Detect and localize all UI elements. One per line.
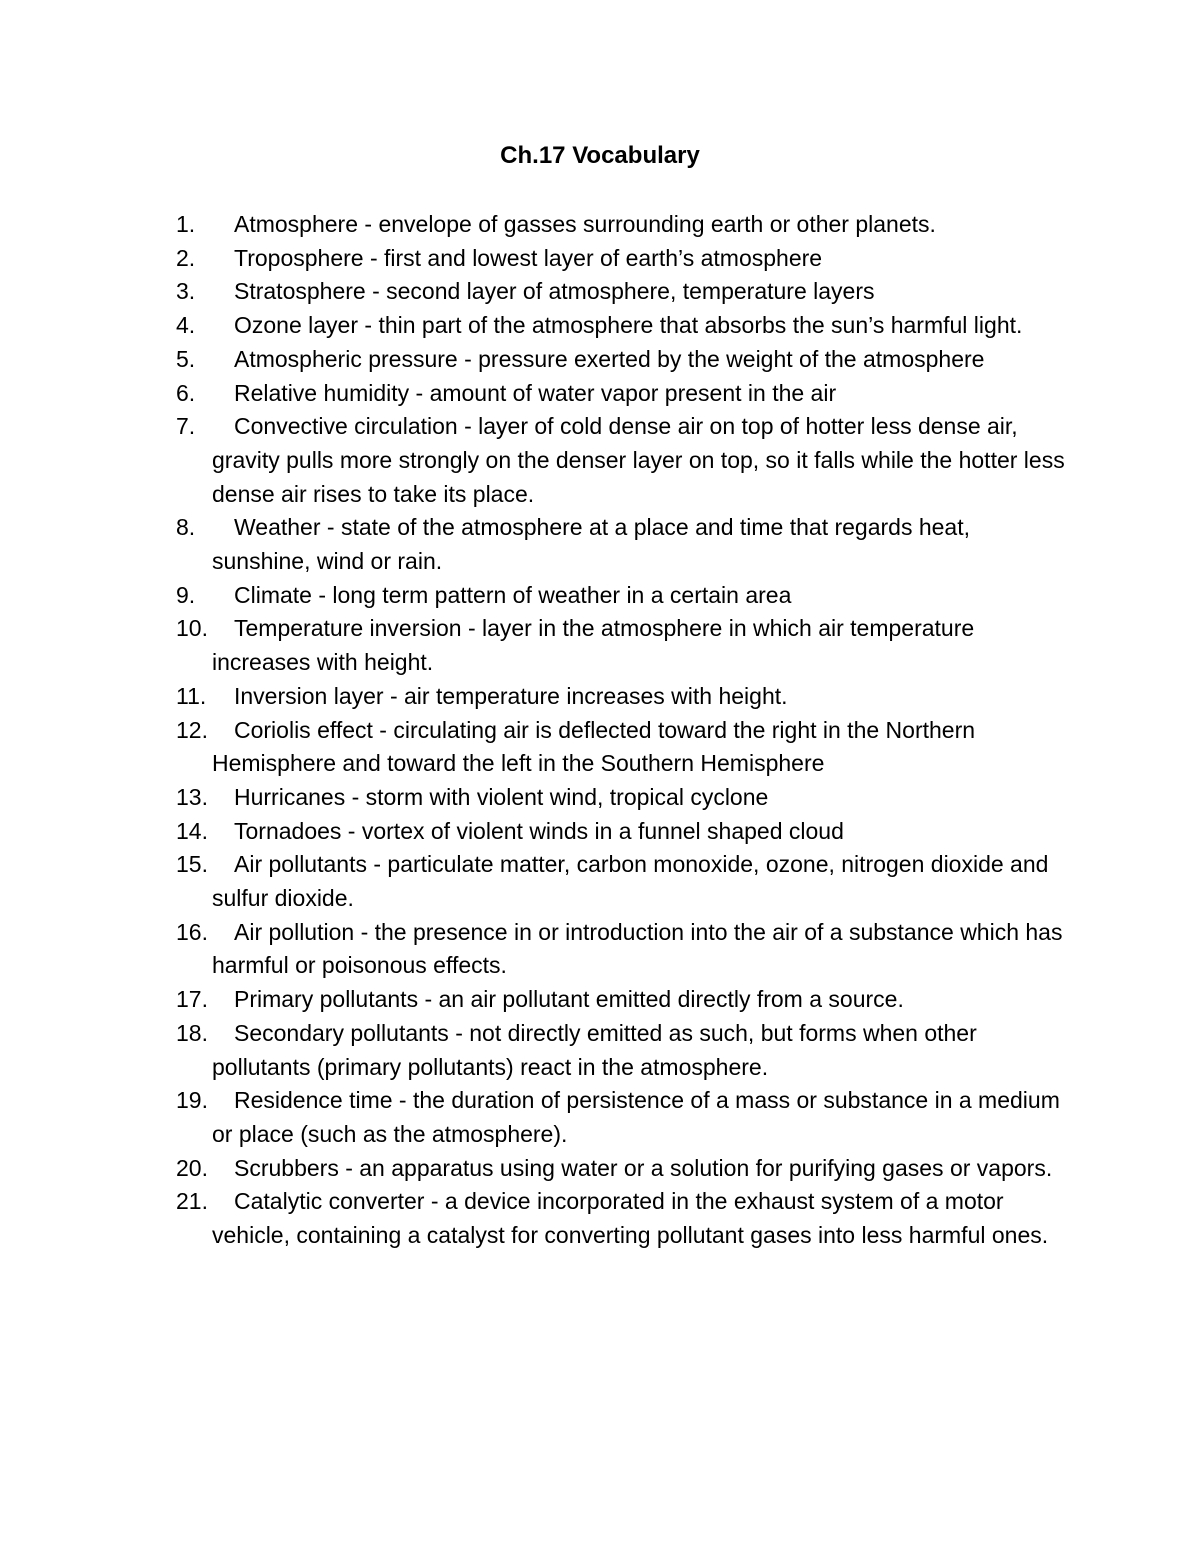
item-definition: Weather - state of the atmosphere at a place and time that regards heat, sunshine, wind or rain. — [212, 514, 970, 575]
item-definition: Air pollution - the presence in or introduction into the air of a substance which has harmful or poisonous effects. — [212, 918, 1063, 979]
item-number: 20. — [176, 1154, 208, 1181]
item-number: 18. — [176, 1019, 208, 1046]
item-number: 3. — [176, 278, 196, 305]
item-number: 13. — [176, 783, 208, 810]
item-number: 19. — [176, 1087, 208, 1114]
item-definition: Stratosphere - second layer of atmosphere, temperature layers — [234, 278, 875, 305]
item-definition: Catalytic converter - a device incorporated in the exhaust system of a motor vehicle, containing a catalyst for converting pollutant gases into less harmful ones. — [212, 1188, 1049, 1249]
item-number: 9. — [176, 581, 196, 608]
item-number: 7. — [176, 413, 196, 440]
item-number: 21. — [176, 1188, 208, 1215]
item-number: 14. — [176, 817, 208, 844]
list-item — [176, 1152, 1066, 1186]
item-number: 1. — [176, 211, 196, 237]
item-number: 8. — [176, 514, 196, 541]
list-item — [176, 848, 1066, 915]
list-item — [176, 680, 1066, 714]
list-item — [176, 1084, 1066, 1151]
list-item — [176, 916, 1066, 983]
item-definition: Atmospheric pressure - pressure exerted by the weight of the atmosphere — [234, 345, 985, 372]
item-number: 10. — [176, 615, 208, 642]
item-number: 4. — [176, 312, 196, 339]
list-item — [176, 377, 1066, 411]
item-definition: Ozone layer - thin part of the atmosphere that absorbs the sun’s harmful light. — [234, 312, 1023, 339]
list-item — [176, 579, 1066, 613]
item-number: 16. — [176, 918, 208, 945]
item-definition: Troposphere - first and lowest layer of earth’s atmosphere — [234, 244, 823, 271]
item-definition: Tornadoes - vortex of violent winds in a funnel shaped cloud — [234, 817, 844, 844]
list-item — [176, 208, 1066, 242]
item-definition: Climate - long term pattern of weather in a certain area — [234, 581, 792, 608]
item-number: 17. — [176, 986, 208, 1013]
item-definition: Inversion layer - air temperature increases with height. — [234, 682, 788, 709]
item-definition: Hurricanes - storm with violent wind, tropical cyclone — [234, 783, 769, 810]
item-number: 6. — [176, 379, 196, 406]
list-item — [176, 781, 1066, 815]
item-number: 11. — [176, 682, 207, 709]
item-definition: Convective circulation - layer of cold dense air on top of hotter less dense air, gravity pulls more strongly on the denser layer on top, so it falls while the hotter less dense air rises to take its place. — [212, 413, 1065, 507]
item-definition: Relative humidity - amount of water vapor present in the air — [234, 379, 837, 406]
item-number: 15. — [176, 851, 208, 878]
list-item — [176, 983, 1066, 1017]
list-item — [176, 242, 1066, 276]
item-definition: Primary pollutants - an air pollutant emitted directly from a source. — [234, 986, 904, 1013]
item-definition: Scrubbers - an apparatus using water or a solution for purifying gases or vapors. — [234, 1154, 1053, 1181]
list-item — [176, 815, 1066, 849]
page-title: Ch.17 Vocabulary — [500, 142, 700, 169]
item-definition: Atmosphere - envelope of gasses surrounding earth or other planets. — [234, 211, 936, 237]
list-item — [176, 511, 1066, 578]
item-definition: Residence time - the duration of persistence of a mass or substance in a medium or place (such as the atmosphere). — [212, 1087, 1060, 1147]
list-item — [176, 275, 1066, 309]
item-definition: Air pollutants - particulate matter, carbon monoxide, ozone, nitrogen dioxide and sulfur dioxide. — [212, 851, 1049, 912]
item-definition: Coriolis effect - circulating air is deflected toward the right in the Northern Hemisphere and toward the left in the Southern Hemisphere — [212, 716, 976, 777]
list-item — [176, 1017, 1066, 1084]
list-item — [176, 714, 1066, 781]
item-definition: Temperature inversion - layer in the atmosphere in which air temperature increases with height. — [212, 615, 975, 676]
list-item — [176, 343, 1066, 377]
item-number: 2. — [176, 244, 196, 271]
list-item — [176, 410, 1066, 511]
list-item — [176, 309, 1066, 343]
item-number: 12. — [176, 716, 208, 743]
vocabulary-list — [176, 208, 1066, 1253]
item-definition: Secondary pollutants - not directly emitted as such, but forms when other pollutants (primary pollutants) react in the atmosphere. — [212, 1019, 977, 1080]
list-item — [176, 1185, 1066, 1252]
list-item — [176, 612, 1066, 679]
item-number: 5. — [176, 345, 196, 372]
